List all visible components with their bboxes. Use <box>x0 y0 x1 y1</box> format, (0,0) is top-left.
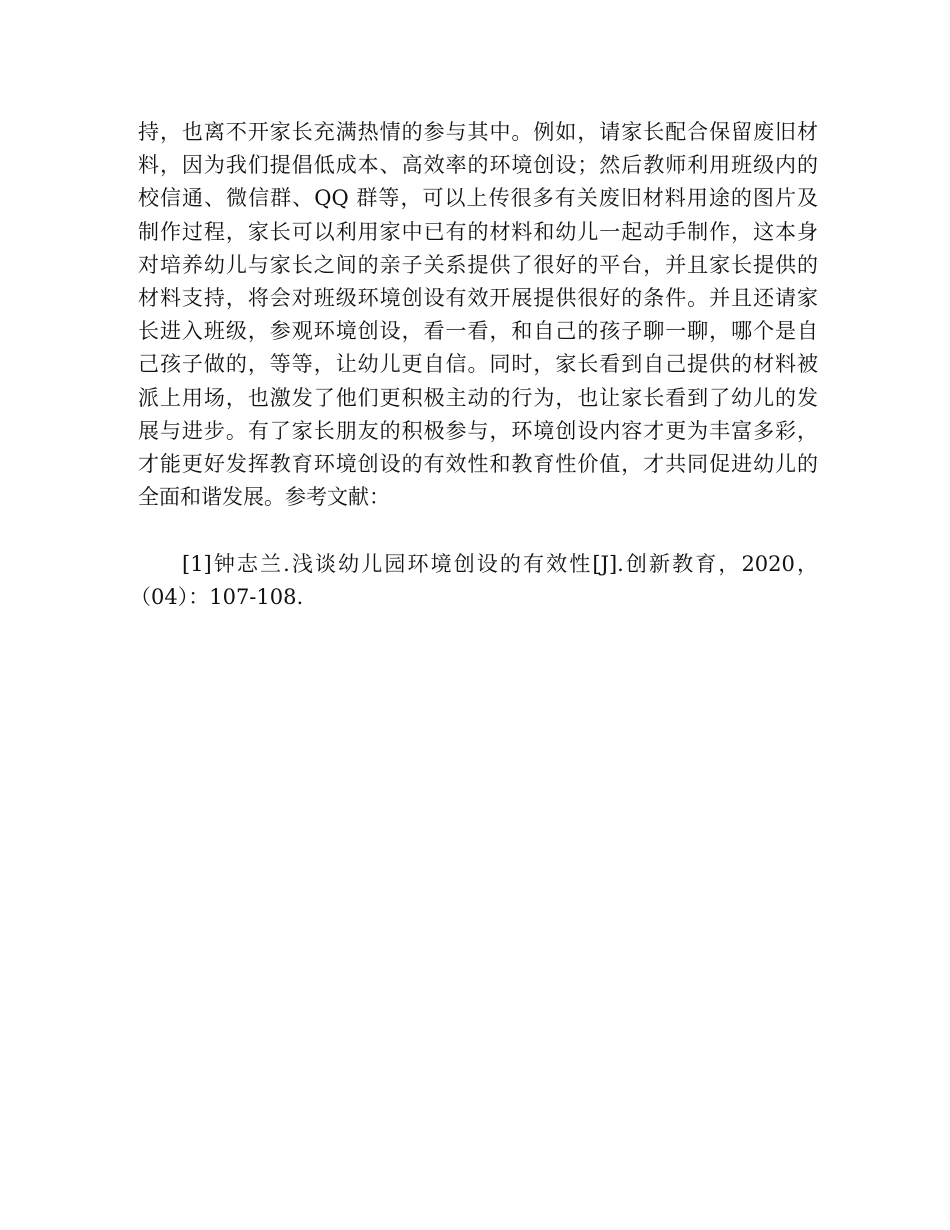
body-line: 派上用场，也激发了他们更积极主动的行为，也让家长看到了幼儿的发 <box>138 385 818 410</box>
body-line: 材料支持，将会对班级环境创设有效开展提供很好的条件。并且还请家 <box>138 285 818 310</box>
body-line: 展与进步。有了家长朋友的积极参与，环境创设内容才更为丰富多彩， <box>138 418 818 443</box>
body-line: 持，也离不开家长充满热情的参与其中。例如，请家长配合保留废旧材 <box>138 120 818 144</box>
reference-entry <box>130 548 818 614</box>
body-line: 校信通、微信群、QQ 群等，可以上传很多有关废旧材料用途的图片及 <box>138 186 818 211</box>
body-line: 对培养幼儿与家长之间的亲子关系提供了很好的平台，并且家长提供的 <box>138 252 818 277</box>
body-paragraph <box>138 116 818 514</box>
body-line: 料，因为我们提倡低成本、高效率的环境创设；然后教师利用班级内的 <box>138 153 818 178</box>
body-line: 才能更好发挥教育环境创设的有效性和教育性价值，才共同促进幼儿的 <box>138 451 818 476</box>
reference-line-continuation: （04）：107-108. <box>130 585 304 609</box>
body-line: 己孩子做的，等等，让幼儿更自信。同时，家长看到自己提供的材料被 <box>138 352 818 377</box>
body-line: 制作过程，家长可以利用家中已有的材料和幼儿一起动手制作，这本身 <box>138 219 818 244</box>
reference-line: [1]钟志兰.浅谈幼儿园环境创设的有效性[J].创新教育，2020， <box>182 552 818 576</box>
body-line-references-heading: 全面和谐发展。参考文献： <box>138 485 390 510</box>
body-line: 长进入班级，参观环境创设，看一看，和自己的孩子聊一聊，哪个是自 <box>138 319 818 344</box>
